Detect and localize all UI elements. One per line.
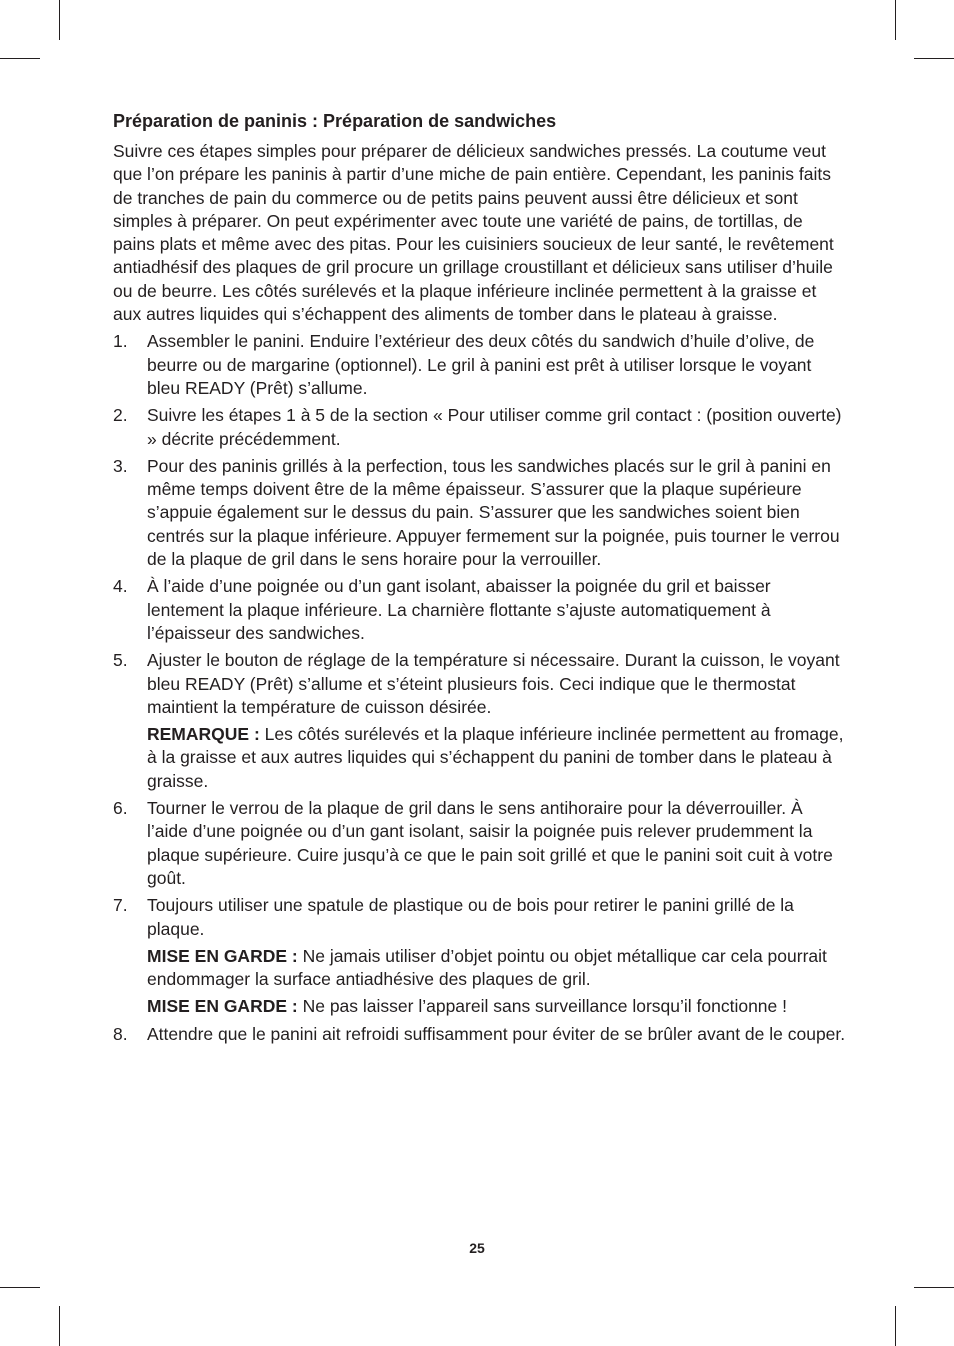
step-number: 1. [113, 331, 128, 352]
caution-note [147, 945, 848, 992]
crop-mark [914, 1287, 954, 1288]
intro-paragraph: Suivre ces étapes simples pour préparer de délicieux sandwiches pressés. La coutume veut que l’on prépare les paninis à partir d’une miche de pain entière. Cependant, les paninis faits de tranches de pain du commerce ou de petits pains peuvent aussi être délicieux et sont simples à préparer. On peut expérimenter avec toute une variété de pains, de tortillas, de pains plats et même avec des pitas. Pour les cuisiniers soucieux de leur santé, le revêtement antiadhésif des plaques de gril procure un grillage croustillant et délicieux sans utiliser d’huile ou de beurre. Les côtés surélevés et la plaque inférieure inclinée permettent à la graisse et aux autres liquides qui s’échappent des aliments de tomber dans le plateau à graisse. [113, 141, 834, 325]
step-item [113, 894, 848, 1018]
caution-label: MISE EN GARDE : [147, 996, 298, 1017]
step-text: À l’aide d’une poignée ou d’un gant isolant, abaisser la poignée du gril et baisser lentement la plaque inférieure. La charnière flottante s’ajuste automatiquement à l’épaisseur des sandwiches. [147, 576, 771, 643]
step-item [113, 797, 848, 890]
section-heading: Préparation de paninis : Préparation de sandwiches [113, 111, 557, 131]
crop-mark [59, 0, 60, 40]
step-text: Ajuster le bouton de réglage de la température si nécessaire. Durant la cuisson, le voyant bleu READY (Prêt) s’allume et s’éteint plusieurs fois. Ceci indique que le thermostat maintient la température de cuisson désirée. [147, 650, 840, 717]
step-text: Tourner le verrou de la plaque de gril dans le sens antihoraire pour la déverrouiller. À l’aide d’une poignée ou d’un gant isolant, saisir la poignée puis relever prudemment la plaque supérieure. Cuire jusqu’à ce que le pain soit grillé et que le panini soit cuit à votre goût. [147, 798, 833, 888]
step-item [113, 404, 848, 451]
step-item [113, 455, 848, 571]
step-text: Suivre les étapes 1 à 5 de la section « Pour utiliser comme gril contact : (position ouverte) » décrite précédemment. [147, 405, 842, 449]
caution-text: Ne pas laisser l’appareil sans surveillance lorsqu’il fonctionne ! [297, 996, 787, 1017]
step-text: Attendre que le panini ait refroidi suffisamment pour éviter de se brûler avant de le couper. [147, 1023, 846, 1044]
step-item [113, 649, 848, 793]
step-number: 5. [113, 650, 128, 671]
page-content [113, 108, 848, 1050]
caution-note [147, 995, 848, 1018]
step-number: 8. [113, 1023, 128, 1044]
step-number: 6. [113, 798, 128, 819]
caution-text: Ne jamais utiliser d’objet pointu ou objet métallique car cela pourrait endommager la surface antiadhésive des plaques de gril. [147, 945, 827, 990]
remark-label: REMARQUE : [147, 724, 260, 745]
crop-mark [895, 1306, 896, 1346]
step-text: Toujours utiliser une spatule de plastique ou de bois pour retirer le panini grillé de la plaque. [147, 895, 794, 939]
step-text: Pour des paninis grillés à la perfection, tous les sandwiches placés sur le gril à panini en même temps doivent être de la même épaisseur. S’assurer que la plaque supérieure s’appuie également sur le dessus du pain. S’assurer que les sandwiches soient bien centrés sur la plaque inférieure. Appuyer fermement sur la poignée, puis tourner le verrou de la plaque de gril dans le sens horaire pour la verrouiller. [147, 455, 840, 570]
step-item [113, 1023, 848, 1046]
step-number: 7. [113, 895, 128, 916]
crop-mark [914, 58, 954, 59]
step-text: Assembler le panini. Enduire l’extérieur des deux côtés du sandwich d’huile d’olive, de beurre ou de margarine (optionnel). Le gril à panini est prêt à utiliser lorsque le voyant bleu READY (Prêt) s’allume. [147, 331, 815, 398]
remark-note [147, 723, 848, 793]
step-number: 2. [113, 405, 128, 426]
step-number: 3. [113, 455, 128, 476]
step-item [113, 330, 848, 400]
crop-mark [895, 0, 896, 40]
caution-label: MISE EN GARDE : [147, 945, 298, 966]
crop-mark [0, 58, 40, 59]
crop-mark [59, 1306, 60, 1346]
step-number: 4. [113, 576, 128, 597]
crop-mark [0, 1287, 40, 1288]
step-item [113, 575, 848, 645]
remark-text: Les côtés surélevés et la plaque inférieure inclinée permettent au fromage, à la graisse et aux autres liquides qui s’échappent du panini de tomber dans le plateau à graisse. [147, 724, 844, 791]
steps-list [113, 330, 848, 1046]
page-number: 25 [469, 1240, 485, 1256]
